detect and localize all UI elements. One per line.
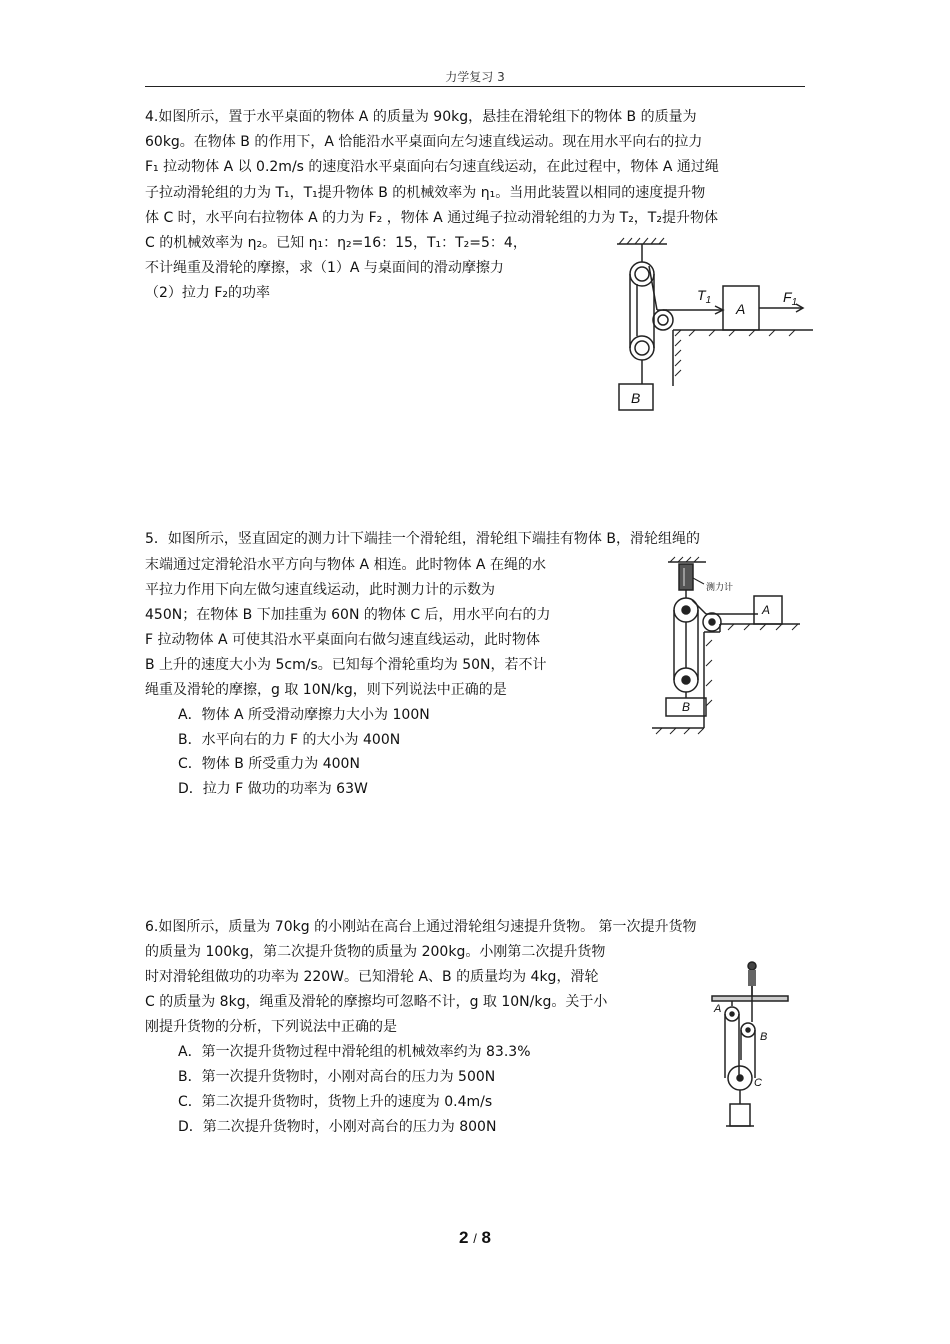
label-a: A: [762, 603, 771, 617]
header-divider: [145, 86, 805, 87]
q5-option-a: A．物体 A 所受滑动摩擦力大小为 100N: [178, 707, 430, 723]
q6-line: 刚提升货物的分析，下列说法中正确的是: [145, 1019, 397, 1035]
q4-line: 体 C 时，水平向右拉物体 A 的力为 F₂ ，物体 A 通过绳子拉动滑轮组的力为 T₂，T₂提升物体: [145, 210, 718, 226]
q6-option-c: C．第二次提升货物时，货物上升的速度为 0.4m/s: [178, 1094, 493, 1110]
q6-line: 6.如图所示，质量为 70kg 的小刚站在高台上通过滑轮组匀速提升货物。 第一次提升货物: [145, 919, 697, 935]
q6-line: C 的质量为 8kg，绳重及滑轮的摩擦均可忽略不计，g 取 10N/kg。关于小: [145, 994, 608, 1010]
label-c: C: [754, 1077, 762, 1089]
q4-line: 子拉动滑轮组的力为 T₁，T₁提升物体 B 的机械效率为 η₁。当用此装置以相同的速度提升物: [145, 185, 706, 201]
q5-line: B 上升的速度大小为 5cm/s。已知每个滑轮重均为 50N，若不计: [145, 657, 547, 673]
q6-line: 的质量为 100kg，第二次提升货物的质量为 200kg。小刚第二次提升货物: [145, 944, 606, 960]
q6-pulley-figure: [708, 960, 794, 1136]
q6-option-d: D．第二次提升货物时，小刚对高台的压力为 800N: [178, 1119, 497, 1135]
spring-scale: [679, 564, 693, 590]
page-total: 8: [481, 1228, 492, 1247]
q5-line: 平拉力作用下向左做匀速直线运动，此时测力计的示数为: [145, 582, 495, 598]
page-current: 2: [458, 1228, 469, 1247]
label-f1: $F_1$: [783, 289, 798, 308]
q5-line: F 拉动物体 A 可使其沿水平桌面向右做匀速直线运动，此时物体: [145, 632, 540, 648]
person-icon: [748, 962, 756, 970]
q4-line: 不计绳重及滑轮的摩擦，求（1）A 与桌面间的滑动摩擦力: [145, 260, 504, 276]
q5-option-c: C．物体 B 所受重力为 400N: [178, 756, 360, 772]
label-b: B: [682, 700, 691, 714]
q6-line: 时对滑轮组做功的功率为 220W。已知滑轮 A、B 的质量均为 4kg，滑轮: [145, 969, 599, 985]
q4-line: （2）拉力 F₂的功率: [145, 285, 271, 301]
page-header: 力学复习 3: [445, 70, 505, 84]
q4-line: C 的机械效率为 η₂。已知 η₁：η₂=16：15，T₁：T₂=5：4，: [145, 235, 527, 251]
q4-line: F₁ 拉动物体 A 以 0.2m/s 的速度沿水平桌面向右匀速直线运动，在此过程中，物体 A 通过绳: [145, 159, 719, 175]
q5-pulley-figure: [648, 556, 808, 740]
q5-option-d: D．拉力 F 做功的功率为 63W: [178, 781, 368, 797]
q5-option-b: B．水平向右的力 F 的大小为 400N: [178, 732, 401, 748]
label-t1: $T_1$: [697, 287, 712, 306]
q6-option-b: B．第一次提升货物时，小刚对高台的压力为 500N: [178, 1069, 496, 1085]
label-meter: 测力计: [706, 582, 734, 592]
q5-line: 5．如图所示，竖直固定的测力计下端挂一个滑轮组，滑轮组下端挂有物体 B，滑轮组绳的: [145, 531, 700, 547]
label-b: B: [631, 390, 641, 406]
movable-pulley: [630, 336, 654, 360]
page-number: [0, 1228, 950, 1248]
q5-line: 绳重及滑轮的摩擦，g 取 10N/kg，则下列说法中正确的是: [145, 682, 507, 698]
ceiling-hatch: [619, 238, 664, 244]
table-hatch: [675, 330, 795, 376]
side-pulley: [653, 310, 673, 330]
q6-option-a: A．第一次提升货物过程中滑轮组的机械效率约为 83.3%: [178, 1044, 531, 1060]
high-platform: [712, 996, 788, 1001]
q5-line: 450N；在物体 B 下加挂重为 60N 的物体 C 后，用水平向右的力: [145, 607, 551, 623]
cargo-block: [730, 1104, 750, 1126]
label-b: B: [760, 1031, 768, 1043]
page-separator: /: [473, 1231, 477, 1246]
label-a: A: [714, 1003, 722, 1015]
q5-line: 末端通过定滑轮沿水平方向与物体 A 相连。此时物体 A 在绳的水: [145, 557, 546, 573]
label-a: A: [736, 301, 746, 317]
q4-line: 4.如图所示，置于水平桌面的物体 A 的质量为 90kg，悬挂在滑轮组下的物体 B 的质量为: [145, 109, 697, 125]
table-hatch: [656, 624, 798, 734]
q4-pulley-figure: [605, 236, 820, 416]
q4-line: 60kg。在物体 B 的作用下，A 恰能沿水平桌面向左匀速直线运动。现在用水平向右的拉力: [145, 134, 703, 150]
